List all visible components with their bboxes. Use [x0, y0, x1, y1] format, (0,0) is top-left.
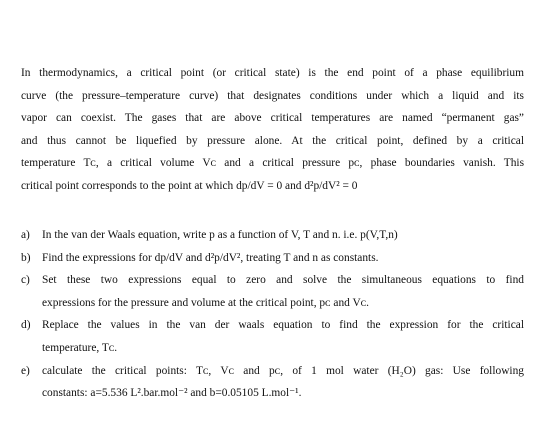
task-text: constants: a=5.536 L².bar.mol⁻² and b=0.05105 L.mol⁻¹. [42, 387, 302, 400]
task-item-a [21, 224, 524, 247]
intro-line: temperature Tᴄ, a critical volume Vᴄ and a critical pressure pᴄ, phase boundaries vanish. This [21, 157, 524, 170]
task-text: temperature, Tᴄ. [42, 341, 118, 354]
task-text: calculate the critical points: Tᴄ, Vᴄ and pᴄ, of 1 mol water (H₂O) gas: Use following [42, 364, 524, 377]
task-list [21, 224, 524, 405]
task-item-c [21, 269, 524, 314]
task-marker: e) [21, 364, 30, 377]
task-text: Find the expressions for dp/dV and d²p/dV², treating T and n as constants. [42, 251, 379, 264]
intro-line: In thermodynamics, a critical point (or critical state) is the end point of a phase equilibrium [21, 67, 524, 79]
task-text: Set these two expressions equal to zero and solve the simultaneous equations to find [42, 274, 524, 287]
intro-paragraph [21, 62, 524, 198]
task-marker: b) [21, 251, 31, 264]
task-marker: d) [21, 319, 31, 332]
task-text: Replace the values in the van der waals equation to find the expression for the critical [42, 319, 524, 332]
task-item-b [21, 247, 524, 270]
task-item-e [21, 360, 524, 405]
intro-line: critical point corresponds to the point at which dp/dV = 0 and d²p/dV² = 0 [21, 179, 358, 192]
task-marker: c) [21, 274, 30, 287]
intro-line: vapor can coexist. The gases that are above critical temperatures are named “permanent gas” [21, 112, 524, 125]
task-text: In the van der Waals equation, write p as a function of V, T and n. i.e. p(V,T,n) [42, 229, 398, 241]
intro-line: and thus cannot be liquefied by pressure alone. At the critical point, defined by a critical [21, 134, 524, 147]
intro-line: curve (the pressure–temperature curve) that designates conditions under which a liquid and its [21, 89, 524, 102]
task-item-d [21, 314, 524, 359]
task-text: expressions for the pressure and volume at the critical point, pᴄ and Vᴄ. [42, 296, 370, 309]
task-marker: a) [21, 229, 30, 241]
